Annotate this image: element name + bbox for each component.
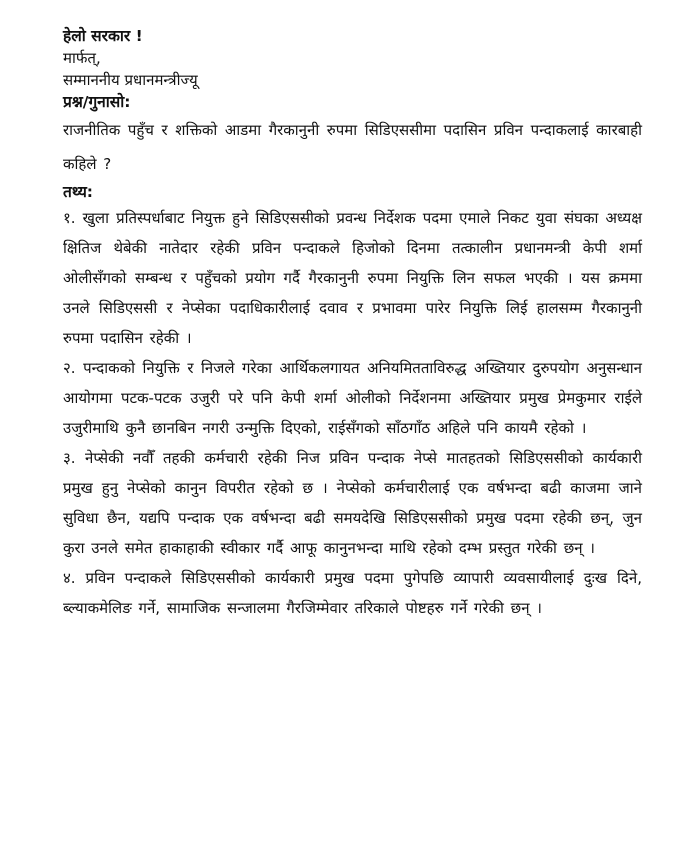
recipient-line: सम्माननीय प्रधानमन्त्रीज्यू [63, 71, 198, 89]
via-line: मार्फत्, [63, 49, 101, 67]
question-text: राजनीतिक पहुँच र शक्तिको आडमा गैरकानुनी रुपमा सिडिएससीमा पदासिन प्रविन पन्दाकलाई कारबाही कहिले ? [63, 121, 642, 173]
salutation-heading: हेलो सरकार ! [63, 27, 143, 45]
question-section-heading: प्रश्न/गुनासो: [63, 93, 131, 111]
fact-paragraph-1: १. खुला प्रतिस्पर्धाबाट नियुक्त हुने सिडिएससीको प्रवन्ध निर्देशक पदमा एमाले निकट युवा संघका अध्यक्ष क्षितिज थेबेकी नातेदार रहेकी प्रविन पन्दाकले हिजोको दिनमा तत्कालीन प्रधानमन्त्री केपी शर्मा ओलीसँगको सम्बन्ध र पहुँचको प्रयोग गर्दै गैरकानुनी रुपमा नियुक्ति लिन सफल भएकी । यस क्रममा उनले सिडिएससी र नेप्सेका पदाधिकारीलाई दवाव र प्रभावमा पारेर नियुक्ति लिई हालसम्म गैरकानुनी रुपमा पदासिन रहेकी । [63, 209, 642, 347]
fact-paragraph-3: ३. नेप्सेकी नवौँ तहकी कर्मचारी रहेकी निज प्रविन पन्दाक नेप्से मातहतको सिडिएससीको कार्यकारी प्रमुख हुनु नेप्सेको कानुन विपरीत रहेको छ । नेप्सेको कर्मचारीलाई एक वर्षभन्दा बढी काजमा जाने सुविधा छैन, यद्यपि पन्दाक एक वर्षभन्दा बढी समयदेखि सिडिएससीको प्रमुख पदमा रहेकी छन्, जुन कुरा उनले समेत हाकाहाकी स्वीकार गर्दै आफू कानुनभन्दा माथि रहेको दम्भ प्रस्तुत गरेकी छन् । [63, 449, 642, 557]
fact-paragraph-2: २. पन्दाकको नियुक्ति र निजले गरेका आर्थिकलगायत अनियमितताविरुद्ध अख्तियार दुरुपयोग अनुसन्धान आयोगमा पटक-पटक उजुरी परे पनि केपी शर्मा ओलीको निर्देशनमा अख्तियार प्रमुख प्रेमकुमार राईले उजुरीमाथि कुनै छानबिन नगरी उन्मुक्ति दिएको, राईसँगको साँठगाँठ अहिले पनि कायमै रहेको । [63, 359, 642, 437]
facts-section-heading: तथ्य: [63, 183, 94, 201]
fact-paragraph-4: ४. प्रविन पन्दाकले सिडिएससीको कार्यकारी प्रमुख पदमा पुगेपछि व्यापारी व्यवसायीलाई दुःख दिने, ब्ल्याकमेलिङ गर्ने, सामाजिक सन्जालमा गैरजिम्मेवार तरिकाले पोष्टहरु गर्ने गरेकी छन् । [63, 569, 642, 617]
